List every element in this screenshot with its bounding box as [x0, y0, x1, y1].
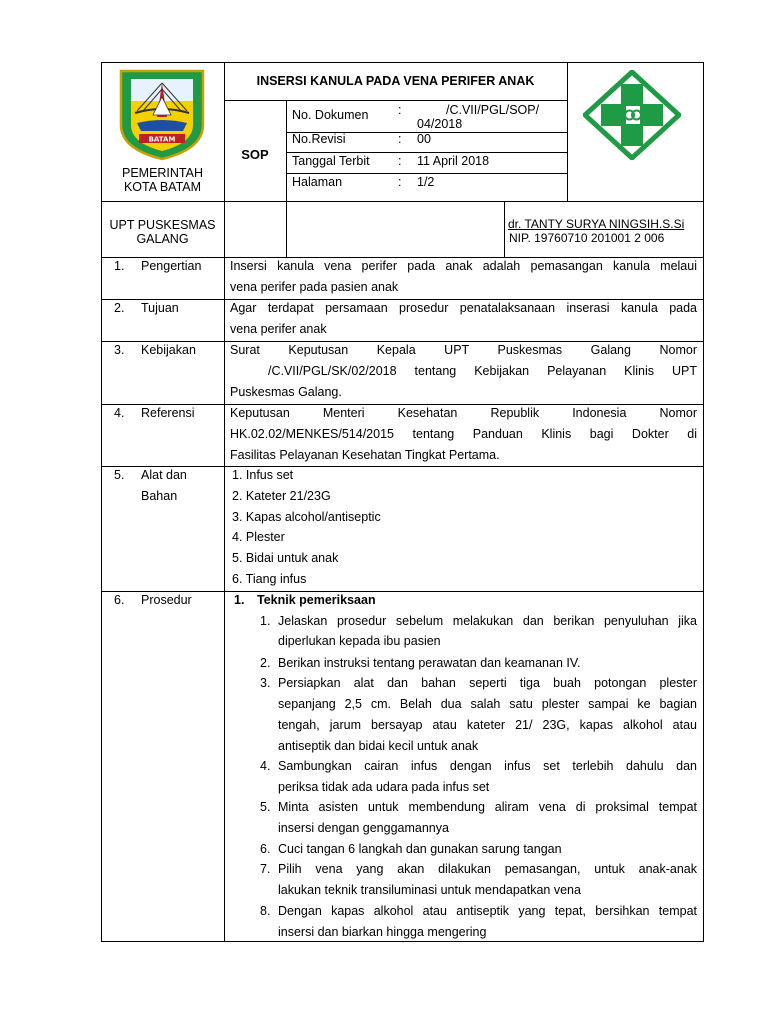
meta-sep-halaman: : — [398, 175, 402, 189]
svg-text:BATAM: BATAM — [148, 135, 176, 144]
section-label-alat: Alat dan — [141, 468, 187, 482]
section-number: 4. — [114, 406, 125, 420]
step-3-line-2: sepanjang 2,5 cm. Belah dua salah satu plester sampai ke bagian — [278, 697, 697, 711]
step-7-line-1: Pilih vena yang akan dilakukan pemasangan, untuk anak-anak — [278, 862, 697, 876]
signer-divider — [504, 201, 505, 257]
section-label-tujuan: Tujuan — [141, 301, 179, 315]
meta-label-dokumen: No. Dokumen — [292, 108, 369, 122]
row-line-5 — [101, 591, 704, 592]
section-label-bahan: Bahan — [141, 489, 178, 503]
step-number: 7. — [260, 862, 271, 876]
meta-value-halaman: 1/2 — [417, 175, 435, 189]
step-number: 8. — [260, 904, 271, 918]
right-logo-divider — [567, 62, 568, 202]
list-item: 4. Plester — [232, 530, 285, 544]
step-3-line-4: antiseptik dan bidai kecil untuk anak — [278, 739, 479, 753]
meta-sep-tanggal: : — [398, 154, 402, 168]
signer-nip: NIP. 19760710 201001 2 006 — [509, 231, 665, 245]
prosedur-heading: Teknik pemeriksaan — [257, 593, 376, 607]
meta-value-revisi: 00 — [417, 132, 431, 146]
meta-sep-revisi: : — [398, 132, 402, 146]
meta-sep-dokumen: : — [398, 103, 402, 117]
step-4-line-1: Sambungkan cairan infus dengan infus set terlebih dahulu dan — [278, 759, 697, 773]
list-item: 3. Kapas alcohol/antiseptic — [232, 510, 381, 524]
step-2-line-1: Berikan instruksi tentang perawatan dan keamanan IV. — [278, 656, 581, 670]
meta-label-halaman: Halaman — [292, 175, 343, 189]
step-6-line-1: Cuci tangan 6 langkah dan gunakan sarung tangan — [278, 842, 562, 856]
health-cross-logo-icon — [583, 70, 681, 160]
step-4-line-2: periksa tidak ada udara pada infus set — [278, 780, 490, 794]
tujuan-line-2: vena perifer anak — [230, 322, 327, 336]
pengertian-line-1: Insersi kanula vena perifer pada anak adalah pemasangan kanula melaui — [230, 259, 697, 273]
section-number: 6. — [114, 593, 125, 607]
step-8-line-2: insersi dan biarkan hingga mengering — [278, 925, 487, 939]
government-name: PEMERINTAH KOTA BATAM — [121, 166, 204, 194]
prosedur-heading-number: 1. — [234, 593, 245, 607]
meta-value-dokumen-1: /C.VII/PGL/SOP/ — [446, 103, 540, 117]
page-title: INSERSI KANULA PADA VENA PERIFER ANAK — [256, 74, 535, 88]
meta-value-dokumen-2: 04/2018 — [417, 117, 463, 131]
section-label-prosedur: Prosedur — [141, 593, 192, 607]
step-7-line-2: lakukan teknik transiluminasi untuk mendapatkan vena — [278, 883, 581, 897]
row-line-3 — [101, 404, 704, 405]
section-number: 5. — [114, 468, 125, 482]
list-item: 2. Kateter 21/23G — [232, 489, 331, 503]
column-divider — [224, 62, 225, 942]
kebijakan-line-2: /C.VII/PGL/SK/02/2018 tentang Kebijakan Pelayanan Klinis UPT — [268, 364, 697, 378]
title-bottom-line — [224, 100, 567, 101]
referensi-line-3: Fasilitas Pelayanan Kesehatan Tingkat Pertama. — [230, 448, 500, 462]
meta-value-tanggal: 11 April 2018 — [417, 154, 490, 168]
section-number: 3. — [114, 343, 125, 357]
tujuan-line-1: Agar terdapat persamaan prosedur penatalaksanaan inserasi kanula pada — [230, 301, 697, 315]
kebijakan-line-1: Surat Keputusan Kepala UPT Puskesmas Galang Nomor — [230, 343, 697, 357]
sop-divider — [286, 100, 287, 257]
list-item: 1. Infus set — [232, 468, 294, 482]
step-number: 2. — [260, 656, 271, 670]
meta-label-tanggal: Tanggal Terbit — [292, 154, 370, 168]
section-label-kebijakan: Kebijakan — [141, 343, 196, 357]
step-number: 1. — [260, 614, 271, 628]
step-1-line-2: diperlukan kepada ibu pasien — [278, 634, 441, 648]
step-number: 3. — [260, 676, 271, 690]
step-number: 5. — [260, 800, 271, 814]
step-3-line-1: Persiapkan alat dan bahan seperti tiga buah potongan plester — [278, 676, 697, 690]
meta-line-2 — [286, 152, 567, 153]
step-5-line-2: insersi dengan genggamannya — [278, 821, 449, 835]
row-line-4 — [101, 466, 704, 467]
section-label-referensi: Referensi — [141, 406, 195, 420]
kota-batam-emblem-icon — [117, 67, 207, 162]
unit-name: UPT PUSKESMAS GALANG — [109, 218, 216, 246]
step-1-line-1: Jelaskan prosedur sebelum melakukan dan berikan penyuluhan jika — [278, 614, 697, 628]
signer-name: dr. TANTY SURYA NINGSIH.S.Si — [508, 217, 685, 231]
unit-row-bottom-line — [101, 257, 704, 258]
section-number: 2. — [114, 301, 125, 315]
meta-line-3 — [286, 173, 567, 174]
step-3-line-3: tengah, jarum bersayap atau kateter 21/ 23G, kapas alkohol atau — [278, 718, 697, 732]
row-line-2 — [101, 341, 704, 342]
row-line-1 — [101, 299, 704, 300]
section-number: 1. — [114, 259, 125, 273]
pengertian-line-2: vena perifer pada pasien anak — [230, 280, 399, 294]
kebijakan-line-3: Puskesmas Galang. — [230, 385, 342, 399]
step-5-line-1: Minta asisten untuk membendung aliram vena di proksimal tempat — [278, 800, 697, 814]
sop-label: SOP — [241, 147, 269, 162]
list-item: 6. Tiang infus — [232, 572, 307, 586]
step-number: 6. — [260, 842, 271, 856]
header-bottom-line — [101, 201, 704, 202]
meta-label-revisi: No.Revisi — [292, 132, 346, 146]
step-number: 4. — [260, 759, 271, 773]
section-label-pengertian: Pengertian — [141, 259, 202, 273]
referensi-line-2: HK.02.02/MENKES/514/2015 tentang Panduan Klinis bagi Dokter di — [230, 427, 697, 441]
referensi-line-1: Keputusan Menteri Kesehatan Republik Indonesia Nomor — [230, 406, 697, 420]
step-8-line-1: Dengan kapas alkohol atau antiseptik yang tepat, bersihkan tempat — [278, 904, 697, 918]
list-item: 5. Bidai untuk anak — [232, 551, 339, 565]
